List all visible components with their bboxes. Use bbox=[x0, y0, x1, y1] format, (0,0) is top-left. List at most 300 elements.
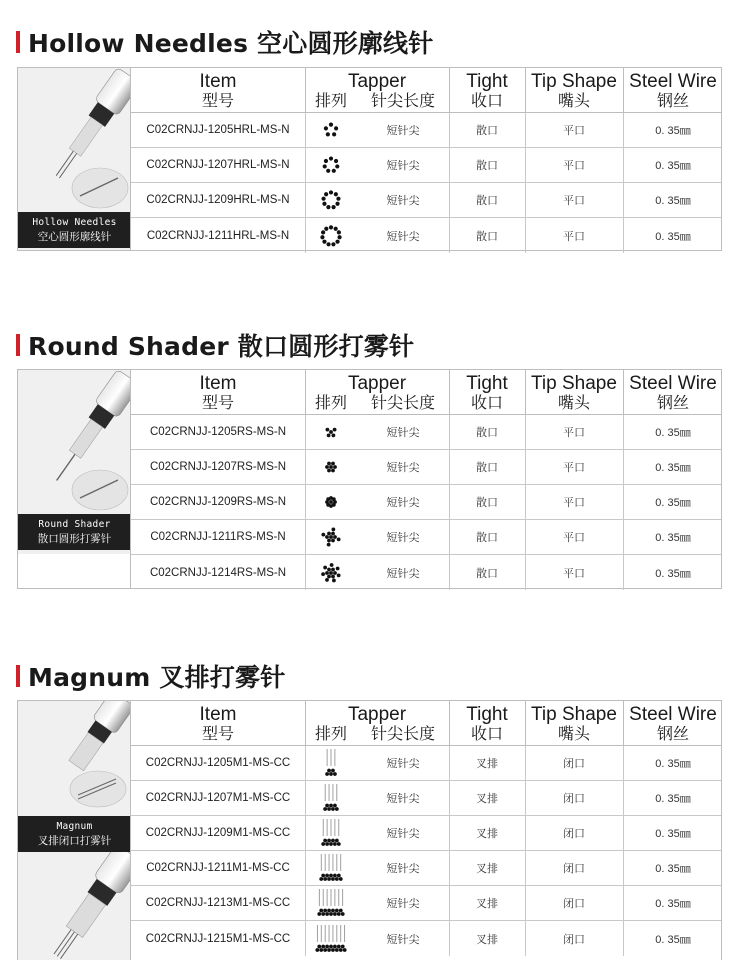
needle-dot bbox=[343, 948, 347, 952]
cell-tip-shape: 闭口 bbox=[563, 757, 585, 770]
cell-tip-length: 短针尖 bbox=[386, 531, 420, 544]
needle-dot bbox=[321, 874, 325, 878]
cell-wire: 0. 35㎜ bbox=[655, 497, 691, 509]
needle-dot bbox=[323, 948, 327, 952]
needle-dot bbox=[335, 877, 339, 881]
cell-tip-length: 短针尖 bbox=[386, 124, 420, 137]
needle-dot bbox=[330, 563, 334, 567]
product-photo bbox=[18, 370, 131, 588]
cell-tip-shape: 闭口 bbox=[563, 862, 585, 875]
column-divider bbox=[305, 148, 306, 182]
needle-cartridge-icon bbox=[18, 370, 131, 588]
magnum-5-needle-pattern-icon bbox=[313, 747, 349, 779]
column-divider bbox=[449, 218, 450, 253]
needle-dot bbox=[322, 202, 326, 206]
column-divider bbox=[623, 183, 624, 217]
needle-dot bbox=[329, 772, 333, 776]
cell-tip-shape: 平口 bbox=[563, 124, 585, 137]
needle-dot bbox=[333, 912, 337, 916]
cell-wire: 0. 35㎜ bbox=[655, 125, 691, 137]
cell-tight: 叉排 bbox=[476, 757, 498, 770]
needle-dot bbox=[321, 912, 325, 916]
cell-tip-length: 短针尖 bbox=[386, 827, 420, 840]
column-divider bbox=[623, 520, 624, 554]
needle-dot bbox=[331, 469, 335, 473]
accent-bar bbox=[16, 31, 20, 53]
needle-dot bbox=[321, 572, 325, 576]
needle-dot bbox=[325, 535, 329, 539]
header-tip-shape: Tip Shape 嘴头 bbox=[531, 704, 617, 743]
needle-dot bbox=[337, 537, 341, 541]
column-divider bbox=[305, 113, 306, 147]
needle-dot bbox=[324, 226, 328, 230]
needle-dot bbox=[334, 226, 338, 230]
cell-tight: 叉排 bbox=[476, 897, 498, 910]
column-divider bbox=[525, 218, 526, 253]
needle-dot bbox=[325, 874, 329, 878]
needle-dot bbox=[331, 574, 335, 578]
cell-wire: 0. 35㎜ bbox=[655, 160, 691, 172]
needle-dot bbox=[331, 539, 335, 543]
column-divider bbox=[623, 746, 624, 780]
column-divider bbox=[449, 781, 450, 815]
needle-dot bbox=[327, 877, 331, 881]
needle-dot bbox=[331, 877, 335, 881]
needle-dot bbox=[325, 944, 329, 948]
needle-dot bbox=[332, 578, 336, 582]
header-tapper: Tapper 排列 针尖长度 bbox=[314, 373, 435, 412]
cluster-9-needle-pattern-icon bbox=[313, 486, 349, 518]
needle-dot bbox=[319, 948, 323, 952]
needle-dot bbox=[341, 944, 345, 948]
needle-dot bbox=[321, 842, 325, 846]
cell-tip-length: 短针尖 bbox=[386, 566, 420, 580]
needle-dot bbox=[327, 469, 331, 473]
column-divider bbox=[623, 816, 624, 850]
needle-dot bbox=[327, 462, 331, 466]
column-divider bbox=[525, 148, 526, 182]
needle-dot bbox=[336, 566, 340, 570]
needle-dot bbox=[326, 169, 330, 173]
needle-dot bbox=[325, 912, 329, 916]
pattern-cell bbox=[305, 921, 357, 956]
needle-dot bbox=[326, 205, 330, 209]
needle-dot bbox=[323, 909, 327, 913]
needle-dot bbox=[323, 164, 327, 168]
cluster-5-needle-pattern-icon bbox=[313, 416, 349, 448]
header-tip-shape: Tip Shape 嘴头 bbox=[531, 373, 617, 412]
column-divider bbox=[623, 218, 624, 253]
needle-dot bbox=[326, 242, 330, 246]
needle-dot bbox=[335, 807, 339, 811]
needle-dot bbox=[329, 912, 333, 916]
cell-tight: 散口 bbox=[476, 426, 498, 439]
column-divider bbox=[305, 183, 306, 217]
section-title-round-shader bbox=[16, 327, 414, 363]
caption-zh: 空心圆形廓线针 bbox=[37, 231, 112, 243]
needle-dot bbox=[325, 578, 329, 582]
needle-dot bbox=[334, 192, 338, 196]
needle-dot bbox=[325, 465, 329, 469]
needle-dot bbox=[337, 944, 341, 948]
column-divider bbox=[449, 816, 450, 850]
needle-dot bbox=[329, 571, 333, 575]
pattern-cell bbox=[305, 520, 357, 554]
table-grid bbox=[131, 370, 721, 588]
pattern-cell bbox=[305, 886, 357, 920]
pattern-cell bbox=[305, 113, 357, 147]
needle-dot bbox=[329, 500, 333, 504]
product-photo bbox=[18, 701, 131, 960]
pattern-cell bbox=[305, 555, 357, 590]
column-divider bbox=[525, 415, 526, 449]
needle-dot bbox=[337, 912, 341, 916]
cell-tip-length: 短针尖 bbox=[386, 932, 420, 946]
table-row bbox=[131, 450, 721, 485]
cell-item: C02CRNJJ-1205M1-MS-CC bbox=[145, 757, 291, 769]
cell-item: C02CRNJJ-1214RS-MS-N bbox=[149, 566, 287, 579]
cell-tip-shape: 平口 bbox=[563, 229, 585, 243]
needle-dot bbox=[333, 944, 337, 948]
pattern-cell bbox=[305, 781, 357, 815]
needle-dot bbox=[329, 874, 333, 878]
column-divider bbox=[525, 781, 526, 815]
cell-tip-length: 短针尖 bbox=[386, 496, 420, 509]
column-divider bbox=[623, 851, 624, 885]
table-row bbox=[131, 921, 721, 956]
needle-dot bbox=[333, 874, 337, 878]
needle-dot bbox=[331, 462, 335, 466]
ring-11-needle-pattern-icon bbox=[313, 220, 349, 252]
cell-wire: 0. 35㎜ bbox=[655, 758, 691, 770]
needle-dot bbox=[335, 164, 339, 168]
table-row bbox=[131, 485, 721, 520]
cell-item: C02CRNJJ-1211M1-MS-CC bbox=[146, 862, 290, 874]
column-divider bbox=[525, 555, 526, 590]
column-divider bbox=[449, 520, 450, 554]
needle-dot bbox=[331, 527, 335, 531]
magnum-15-needle-pattern-icon bbox=[313, 923, 349, 955]
needle-dot bbox=[323, 807, 327, 811]
column-divider bbox=[525, 921, 526, 956]
cell-wire: 0. 35㎜ bbox=[655, 427, 691, 439]
column-divider bbox=[305, 415, 306, 449]
pattern-cell bbox=[305, 148, 357, 182]
needle-dot bbox=[334, 126, 338, 130]
cell-tight: 散口 bbox=[476, 194, 498, 207]
needle-dot bbox=[319, 909, 323, 913]
cell-tip-length: 短针尖 bbox=[386, 194, 420, 207]
cell-item: C02CRNJJ-1209HRL-MS-N bbox=[146, 194, 290, 206]
column-divider bbox=[305, 816, 306, 850]
cell-wire: 0. 35㎜ bbox=[655, 567, 691, 580]
needle-dot bbox=[327, 539, 331, 543]
header-item: Item 型号 bbox=[199, 373, 237, 412]
needle-dot bbox=[322, 239, 326, 243]
needle-dot bbox=[333, 428, 337, 432]
needle-dot bbox=[335, 202, 339, 206]
column-divider bbox=[305, 450, 306, 484]
cell-item: C02CRNJJ-1207M1-MS-CC bbox=[145, 792, 291, 804]
header-tight: Tight 收口 bbox=[466, 373, 508, 412]
needle-dot bbox=[331, 909, 335, 913]
header-item: Item 型号 bbox=[199, 704, 237, 743]
table-header bbox=[131, 701, 721, 746]
needle-dot bbox=[329, 225, 333, 229]
cell-tip-length: 短针尖 bbox=[386, 897, 420, 910]
cell-tip-shape: 平口 bbox=[563, 461, 585, 474]
cell-wire: 0. 35㎜ bbox=[655, 828, 691, 840]
needle-dot bbox=[325, 571, 329, 575]
needle-dot bbox=[327, 807, 331, 811]
needle-dot bbox=[339, 948, 343, 952]
needle-dot bbox=[321, 197, 325, 201]
cell-tip-length: 短针尖 bbox=[386, 461, 420, 474]
cell-wire: 0. 35㎜ bbox=[655, 863, 691, 875]
column-divider bbox=[305, 921, 306, 956]
cell-tight: 叉排 bbox=[476, 827, 498, 840]
needle-dot bbox=[337, 235, 341, 239]
needle-dot bbox=[329, 465, 333, 469]
table-row bbox=[131, 520, 721, 555]
needle-dot bbox=[339, 909, 343, 913]
needle-dot bbox=[327, 574, 331, 578]
cell-tight: 散口 bbox=[476, 159, 498, 172]
caption-en: Magnum bbox=[56, 821, 93, 832]
spec-table-magnum bbox=[17, 700, 722, 960]
cell-tight: 叉排 bbox=[476, 792, 498, 805]
column-divider bbox=[525, 113, 526, 147]
needle-dot bbox=[331, 205, 335, 209]
cell-item: C02CRNJJ-1211RS-MS-N bbox=[150, 531, 286, 543]
cluster-11-needle-pattern-icon bbox=[313, 521, 349, 553]
magnum-9-needle-pattern-icon bbox=[313, 817, 349, 849]
cell-tip-length: 短针尖 bbox=[386, 862, 420, 875]
section-heading: Magnum 叉排打雾针 bbox=[28, 663, 286, 692]
pattern-cell bbox=[305, 816, 357, 850]
caption-zh: 叉排闭口打雾针 bbox=[37, 835, 112, 847]
needle-dot bbox=[325, 804, 329, 808]
needle-dot bbox=[331, 242, 335, 246]
needle-dot bbox=[333, 535, 337, 539]
needle-dot bbox=[327, 434, 331, 438]
pattern-cell bbox=[305, 183, 357, 217]
cell-tight: 散口 bbox=[476, 496, 498, 509]
needle-dot bbox=[332, 132, 336, 136]
cell-tight: 叉排 bbox=[476, 862, 498, 875]
column-divider bbox=[623, 555, 624, 590]
accent-bar bbox=[16, 334, 20, 356]
table-grid bbox=[131, 68, 721, 250]
needle-dot bbox=[332, 169, 336, 173]
needle-dot bbox=[336, 197, 340, 201]
cell-wire: 0. 35㎜ bbox=[655, 933, 691, 946]
cell-wire: 0. 35㎜ bbox=[655, 793, 691, 805]
needle-dot bbox=[315, 948, 319, 952]
header-item: Item 型号 bbox=[199, 71, 237, 110]
table-row bbox=[131, 218, 721, 253]
needle-dot bbox=[337, 573, 341, 577]
caption-en: Round Shader bbox=[38, 519, 111, 530]
needle-dot bbox=[329, 842, 333, 846]
cell-item: C02CRNJJ-1207RS-MS-N bbox=[149, 461, 287, 473]
column-divider bbox=[525, 851, 526, 885]
cell-item: C02CRNJJ-1209RS-MS-N bbox=[149, 496, 287, 508]
column-divider bbox=[623, 485, 624, 519]
cell-tip-length: 短针尖 bbox=[386, 757, 420, 770]
pattern-cell bbox=[305, 415, 357, 449]
cell-tip-shape: 平口 bbox=[563, 566, 585, 580]
column-divider bbox=[525, 520, 526, 554]
needle-dot bbox=[327, 769, 331, 773]
cell-tight: 散口 bbox=[476, 124, 498, 137]
cell-tight: 散口 bbox=[476, 566, 498, 580]
header-tip-shape: Tip Shape 嘴头 bbox=[531, 71, 617, 110]
needle-dot bbox=[317, 912, 321, 916]
accent-bar bbox=[16, 665, 20, 687]
cell-tip-shape: 平口 bbox=[563, 531, 585, 544]
cell-tip-shape: 平口 bbox=[563, 194, 585, 207]
column-divider bbox=[449, 450, 450, 484]
column-divider bbox=[525, 816, 526, 850]
column-divider bbox=[623, 415, 624, 449]
table-row bbox=[131, 183, 721, 218]
cell-tip-length: 短针尖 bbox=[386, 792, 420, 805]
needle-dot bbox=[327, 567, 331, 571]
needle-dot bbox=[333, 772, 337, 776]
section-heading: Round Shader 散口圆形打雾针 bbox=[28, 332, 415, 361]
cell-tight: 散口 bbox=[476, 229, 498, 243]
needle-dot bbox=[335, 948, 339, 952]
ring-7-needle-pattern-icon bbox=[313, 149, 349, 181]
column-divider bbox=[449, 183, 450, 217]
table-row bbox=[131, 113, 721, 148]
column-divider bbox=[305, 555, 306, 590]
cell-tip-length: 短针尖 bbox=[386, 229, 420, 243]
needle-dot bbox=[327, 948, 331, 952]
needle-dot bbox=[337, 230, 341, 234]
column-divider bbox=[623, 450, 624, 484]
cell-item: C02CRNJJ-1213M1-MS-CC bbox=[145, 897, 291, 909]
needle-dot bbox=[335, 239, 339, 243]
column-divider bbox=[449, 746, 450, 780]
column-divider bbox=[449, 886, 450, 920]
needle-dot bbox=[337, 842, 341, 846]
needle-dot bbox=[321, 944, 325, 948]
needle-dot bbox=[332, 497, 336, 501]
needle-dot bbox=[331, 532, 335, 536]
cell-tight: 叉排 bbox=[476, 932, 498, 946]
needle-dot bbox=[329, 430, 333, 434]
column-divider bbox=[305, 781, 306, 815]
table-row bbox=[131, 746, 721, 781]
table-header bbox=[131, 68, 721, 113]
needle-dot bbox=[333, 465, 337, 469]
cell-tight: 散口 bbox=[476, 531, 498, 544]
header-tapper: Tapper 排列 针尖长度 bbox=[314, 71, 435, 110]
needle-dot bbox=[323, 839, 327, 843]
column-divider bbox=[449, 485, 450, 519]
cell-wire: 0. 35㎜ bbox=[655, 532, 691, 544]
cell-item: C02CRNJJ-1211HRL-MS-N bbox=[146, 229, 290, 242]
needle-dot bbox=[329, 190, 333, 194]
cell-item: C02CRNJJ-1209M1-MS-CC bbox=[145, 827, 291, 839]
needle-dot bbox=[324, 159, 328, 163]
needle-dot bbox=[333, 804, 337, 808]
column-divider bbox=[623, 781, 624, 815]
needle-dot bbox=[331, 839, 335, 843]
cell-tight: 散口 bbox=[476, 461, 498, 474]
cell-wire: 0. 35㎜ bbox=[655, 230, 691, 243]
needle-dot bbox=[326, 428, 330, 432]
needle-dot bbox=[329, 156, 333, 160]
column-divider bbox=[525, 450, 526, 484]
pattern-cell bbox=[305, 485, 357, 519]
cluster-14-needle-pattern-icon bbox=[313, 557, 349, 589]
section-heading: Hollow Needles 空心圆形廓线针 bbox=[28, 29, 434, 58]
needle-dot bbox=[329, 944, 333, 948]
column-divider bbox=[623, 113, 624, 147]
needle-dot bbox=[333, 571, 337, 575]
caption-en: Hollow Needles bbox=[32, 217, 117, 228]
column-divider bbox=[525, 485, 526, 519]
needle-dot bbox=[325, 842, 329, 846]
needle-dot bbox=[335, 839, 339, 843]
needle-dot bbox=[333, 842, 337, 846]
needle-dot bbox=[326, 132, 330, 136]
cell-tip-shape: 平口 bbox=[563, 159, 585, 172]
column-divider bbox=[305, 520, 306, 554]
table-row bbox=[131, 415, 721, 450]
needle-dot bbox=[337, 874, 341, 878]
product-photo bbox=[18, 68, 131, 250]
cell-tip-length: 短针尖 bbox=[386, 159, 420, 172]
table-row bbox=[131, 886, 721, 921]
column-divider bbox=[449, 851, 450, 885]
column-divider bbox=[305, 218, 306, 253]
table-header bbox=[131, 370, 721, 415]
needle-dot bbox=[321, 230, 325, 234]
cell-item: C02CRNJJ-1207HRL-MS-N bbox=[146, 159, 290, 171]
cell-tip-shape: 闭口 bbox=[563, 897, 585, 910]
cluster-7-needle-pattern-icon bbox=[313, 451, 349, 483]
cell-item: C02CRNJJ-1205RS-MS-N bbox=[149, 426, 287, 438]
needle-dot bbox=[329, 123, 333, 127]
needle-dot bbox=[332, 434, 336, 438]
column-divider bbox=[305, 485, 306, 519]
pattern-cell bbox=[305, 450, 357, 484]
needle-dot bbox=[323, 877, 327, 881]
image-caption bbox=[18, 212, 131, 248]
needle-dot bbox=[324, 126, 328, 130]
needle-dot bbox=[329, 804, 333, 808]
table-row bbox=[131, 148, 721, 183]
pattern-cell bbox=[305, 851, 357, 885]
column-divider bbox=[449, 921, 450, 956]
needle-dot bbox=[325, 772, 329, 776]
magnum-7-needle-pattern-icon bbox=[313, 782, 349, 814]
needle-dot bbox=[339, 877, 343, 881]
cell-tip-shape: 平口 bbox=[563, 496, 585, 509]
needle-dot bbox=[329, 535, 333, 539]
needle-dot bbox=[331, 948, 335, 952]
needle-dot bbox=[323, 565, 327, 569]
column-divider bbox=[449, 113, 450, 147]
header-tight: Tight 收口 bbox=[466, 71, 508, 110]
cell-tip-length: 短针尖 bbox=[386, 426, 420, 439]
magnum-13-needle-pattern-icon bbox=[313, 887, 349, 919]
column-divider bbox=[305, 746, 306, 780]
